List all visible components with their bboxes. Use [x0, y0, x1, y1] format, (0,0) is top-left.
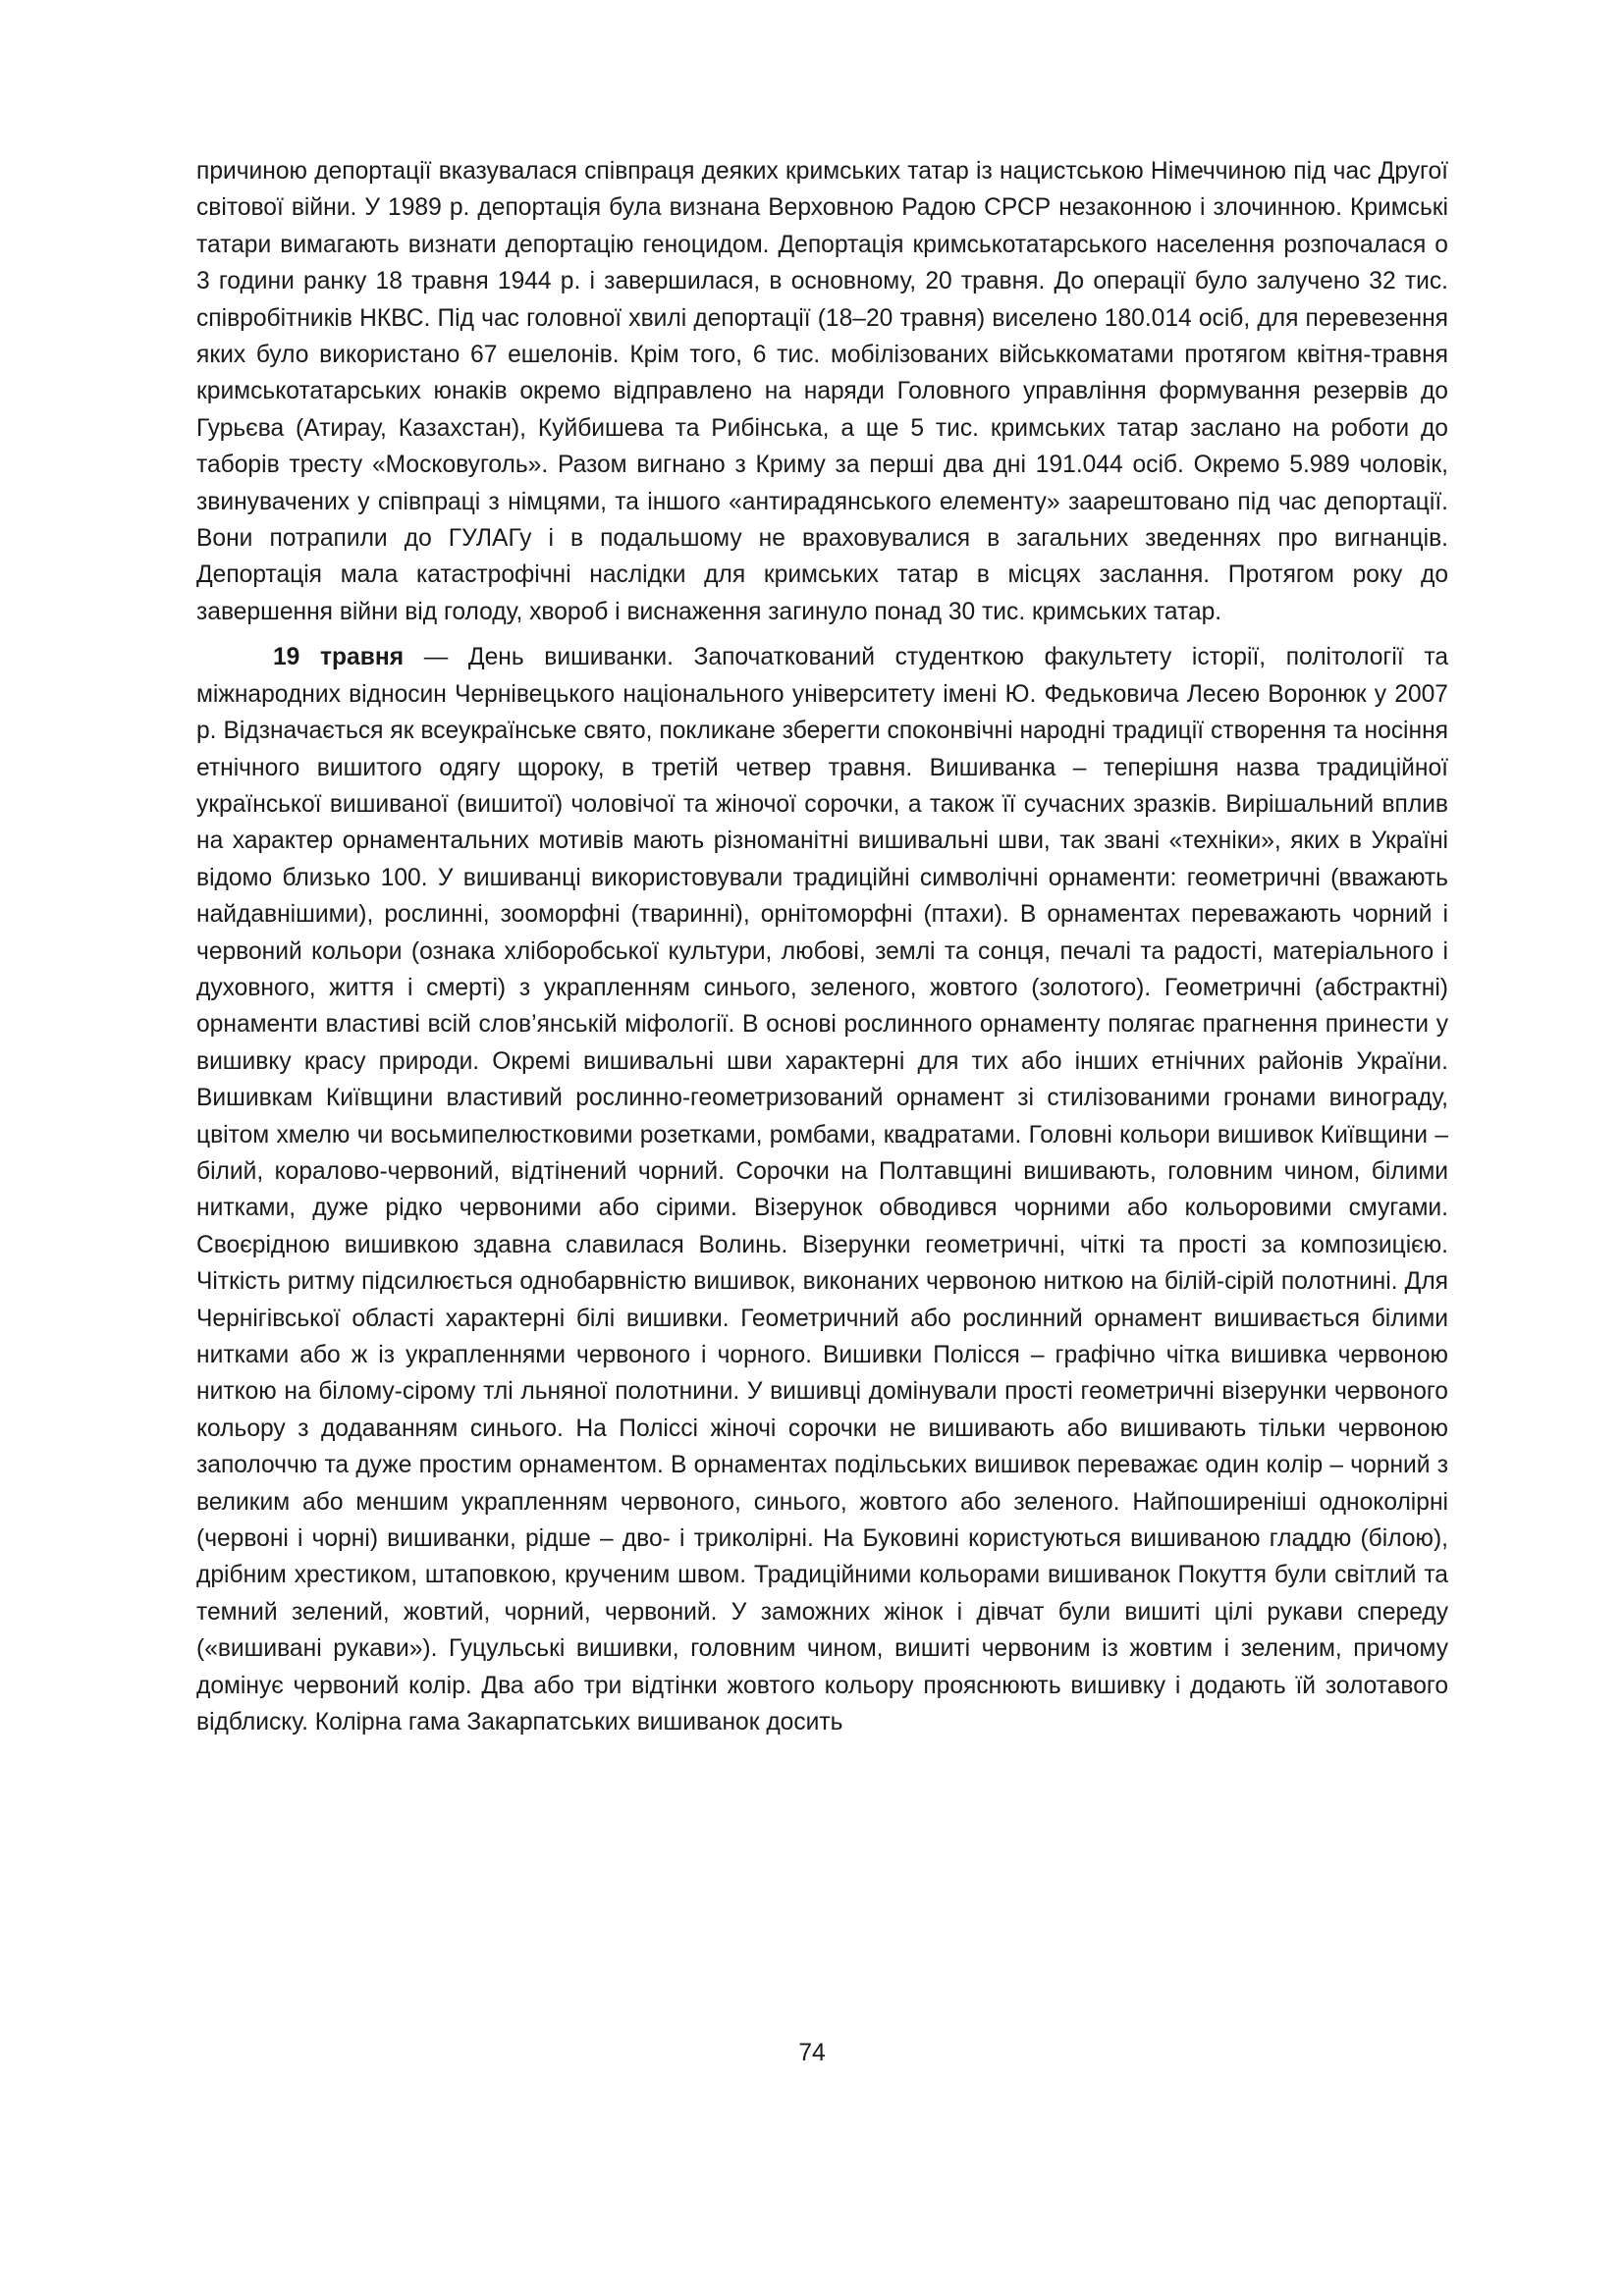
paragraph-vyshyvanka-day — [196, 639, 1448, 1740]
page-number: 74 — [798, 2040, 826, 2066]
page-body — [196, 153, 1448, 1740]
paragraph-deportation — [196, 153, 1448, 630]
paragraph-deportation-text: причиною депортації вказувалася співпраця деяких кримських татар із нацистською Німеччиною під час Другої світової війни. У 1989 р. депортація була визнана Верховною Радою СРСР незаконною і злочинною. Кримські татари вимагають визнати депортацію геноцидом. Депортація кримськотатарського населення розпочалася о 3 години ранку 18 травня 1944 р. і завершилася, в основному, 20 травня. До операції було залучено 32 тис. співробітників НКВС. Під час головної хвилі депортації (18–20 травня) виселено 180.014 осіб, для перевезення яких було використано 67 ешелонів. Крім того, 6 тис. мобілізованих військкоматами протягом квітня-травня кримськотатарських юнаків окремо відправлено на наряди Головного управління формування резервів до Гурьєва (Атирау, Казахстан), Куйбишева та Рибінська, а ще 5 тис. кримських татар заслано на роботи до таборів тресту «Московуголь». Разом вигнано з Криму за перші два дні 191.044 осіб. Окремо 5.989 чоловік, звинувачених у співпраці з німцями, та іншого «антирадянського елементу» заарештовано під час депортації. Вони потрапили до ГУЛАГу і в подальшому не враховувалися в загальних зведеннях про вигнанців. Депортація мала катастрофічні наслідки для кримських татар в місцях заслання. Протягом року до завершення війни від голоду, хвороб і виснаження загинуло понад 30 тис. кримських татар. — [196, 158, 1448, 625]
paragraph-vyshyvanka-text: — День вишиванки. Започаткований студенткою факультету історії, політології та міжнародних відносин Чернівецького національного університету імені Ю. Федьковича Лесею Воронюк у 2007 р. Відзначається як всеукраїнське свято, покликане зберегти споконвічні народні традиції створення та носіння етнічного вишитого одягу щороку, в третій четвер травня. Вишиванка – теперішня назва традиційної української вишиваної (вишитої) чоловічої та жіночої сорочки, а також її сучасних зразків. Вирішальний вплив на характер орнаментальних мотивів мають різноманітні вишивальні шви, так звані «техніки», яких в Україні відомо близько 100. У вишиванці використовували традиційні символічні орнаменти: геометричні (вважають найдавнішими), рослинні, зооморфні (тваринні), орнітоморфні (птахи). В орнаментах переважають чорний і червоний кольори (ознака хліборобської культури, любові, землі та сонця, печалі та радості, матеріального і духовного, життя і смерті) з украпленням синього, зеленого, жовтого (золотого). Геометричні (абстрактні) орнаменти властиві всій слов’янській міфології. В основі рослинного орнаменту полягає прагнення принести у вишивку красу природи. Окремі вишивальні шви характерні для тих або інших етнічних районів України. Вишивкам Київщини властивий рослинно-геометризований орнамент зі стилізованими гронами винограду, цвітом хмелю чи восьмипелюстковими розетками, ромбами, квадратами. Головні кольори вишивок Київщини – білий, коралово-червоний, відтінений чорний. Сорочки на Полтавщині вишивають, головним чином, білими нитками, дуже рідко червоними або сірими. Візерунок обводився чорними або кольоровими смугами. Своєрідною вишивкою здавна славилася Волинь. Візерунки геометричні, чіткі та прості за композицією. Чіткість ритму підсилюється однобарвністю вишивок, виконаних червоною ниткою на білій-сірій полотнині. Для Чернігівської області характерні білі вишивки. Геометричний або рослинний орнамент вишивається білими нитками або ж із украпленнями червоного і чорного. Вишивки Полісся – графічно чітка вишивка червоною ниткою на білому-сірому тлі льняної полотнини. У вишивці домінували прості геометричні візерунки червоного кольору з додаванням синього. На Поліссі жіночі сорочки не вишивають або вишивають тільки червоною заполоччю та дуже простим орнаментом. В орнаментах подільських вишивок переважає один колір – чорний з великим або меншим украпленням червоного, синього, жовтого або зеленого. Найпоширеніші одноколірні (червоні і чорні) вишиванки, рідше – дво- і триколірні. На Буковині користуються вишиваною гладдю (білою), дрібним хрестиком, штаповкою, крученим швом. Традиційними кольорами вишиванок Покуття були світлий та темний зелений, жовтий, чорний, червоний. У заможних жінок і дівчат були вишиті цілі рукави спереду («вишивані рукави»). Гуцульські вишивки, головним чином, вишиті червоним із жовтим і зеленим, причому домінує червоний колір. Два або три відтінки жовтого кольору прояснюють вишивку і додають їй золотавого відблиску. Колірна гама Закарпатських вишиванок досить — [196, 644, 1448, 1736]
date-heading: 19 травня — [273, 644, 405, 671]
